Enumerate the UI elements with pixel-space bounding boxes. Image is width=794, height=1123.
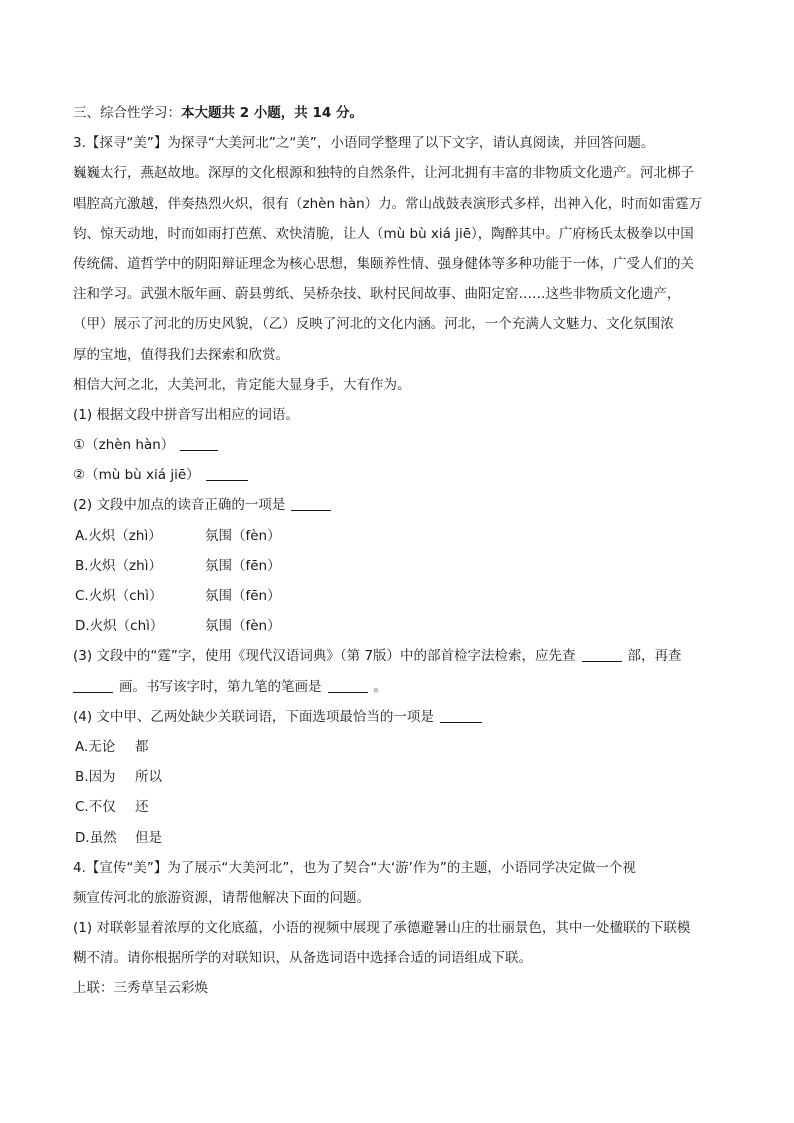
option-letter: C. — [75, 588, 89, 604]
option-row[interactable] — [73, 732, 723, 762]
q3-sub4-question — [73, 702, 723, 732]
option-row[interactable] — [73, 551, 723, 581]
answer-blank[interactable] — [582, 647, 622, 662]
question-text: (3) 文段中的“霆”字，使用《现代汉语词典》（第 7版）中的部首检字法检索，应先查 — [73, 648, 576, 665]
option-text: 还 — [135, 799, 149, 816]
option-text: 氛围（fēn） — [205, 557, 281, 574]
q3-title: 3.【探寻“美”】为探寻“大美河北”之“美”，小语同学整理了以下文字，请认真阅读，并回答问题。 — [73, 135, 655, 152]
answer-blank[interactable] — [206, 466, 248, 481]
q3-sub2-question — [73, 490, 723, 520]
option-row[interactable] — [73, 792, 723, 822]
option-text: 无论 — [88, 738, 116, 755]
option-row[interactable] — [73, 611, 723, 641]
option-letter: B. — [75, 769, 89, 786]
q4-title: 4.【宣传“美”】为了展示“大美河北”，也为了契合“大‘游’作为”的主题，小语同学决定做一个视 — [73, 859, 636, 876]
option-text: 火炽（zhì） — [88, 527, 162, 544]
option-row[interactable] — [73, 762, 723, 792]
answer-blank[interactable] — [328, 678, 368, 693]
option-row[interactable] — [73, 823, 723, 853]
q4-sub1-question: 糊不清。请你根据所学的对联知识，从备选词语中选择合适的词语组成下联。 — [73, 950, 532, 967]
option-letter: C. — [75, 799, 89, 816]
q4-sub1-question: (1) 对联彰显着浓厚的文化底蕴，小语的视频中展现了承德避暑山庄的壮丽景色，其中一处楹联的下联模 — [73, 920, 691, 937]
option-row[interactable] — [73, 581, 723, 611]
option-row[interactable] — [73, 521, 723, 551]
option-text: 氛围（fēn） — [205, 588, 281, 604]
option-letter: B. — [75, 557, 89, 574]
option-text: 都 — [135, 738, 149, 755]
question-text: 。 — [373, 678, 387, 695]
answer-blank[interactable] — [73, 678, 113, 693]
question-text: (4) 文中甲、乙两处缺少关联词语，下面选项最恰当的一项是 — [73, 708, 434, 725]
section-score: 本大题共 2 小题，共 14 分。 — [181, 105, 363, 121]
option-text: 虽然 — [89, 829, 117, 846]
passage-line: 唱腔高亢激越，伴奏热烈火炽，很有（zhèn hàn）力。常山战鼓表演形式多样，出神入化，时而如雷霆万 — [73, 195, 703, 212]
exam-page — [73, 98, 723, 1004]
pinyin-prompt: ①（zhèn hàn） — [73, 437, 175, 454]
option-letter: A. — [75, 527, 89, 544]
couplet-first-line: 上联：三秀草呈云彩焕 — [73, 980, 208, 997]
question-text: (2) 文段中加点的读音正确的一项是 — [73, 497, 286, 514]
passage-line: 传统儒、道哲学中的阴阳辩证理念为核心思想，集颐养性情、强身健体等多种功能于一体，广受人们的关 — [73, 255, 694, 272]
section-prefix: 三、综合性学习： — [73, 105, 181, 121]
answer-blank[interactable] — [291, 496, 331, 511]
option-text: 火炽（zhì） — [88, 557, 162, 574]
q3-sub3-question-cont — [73, 672, 723, 702]
pinyin-prompt: ②（mù bù xiá jiē） — [73, 467, 200, 484]
passage-line: 巍巍太行，燕赵故地。深厚的文化根源和独特的自然条件，让河北拥有丰富的非物质文化遗产。河北梆子 — [73, 165, 694, 182]
q3-sub1-question: (1) 根据文段中拼音写出相应的词语。 — [73, 406, 299, 423]
question-text: 画。书写该字时，第九笔的笔画是 — [119, 678, 322, 695]
option-text: 但是 — [135, 829, 162, 846]
option-text: 不仅 — [88, 799, 116, 816]
option-text: 氛围（fèn） — [205, 618, 281, 635]
question-text: 部，再查 — [627, 648, 682, 665]
q3-sub1-item — [73, 460, 723, 490]
answer-blank[interactable] — [180, 436, 218, 451]
option-letter: A. — [75, 738, 89, 755]
passage-line: 厚的宝地，值得我们去探索和欣赏。 — [73, 346, 289, 363]
option-text: 因为 — [88, 769, 116, 786]
section-heading — [73, 98, 723, 128]
q4-title: 频宣传河北的旅游资源，请帮他解决下面的问题。 — [73, 889, 370, 906]
passage-line: （甲）展示了河北的历史风貌，（乙）反映了河北的文化内涵。河北，一个充满人文魅力、文化氛围浓 — [73, 316, 674, 333]
option-text: 所以 — [135, 769, 162, 786]
option-text: 火炽（chì） — [89, 618, 164, 635]
option-text: 氛围（fèn） — [205, 527, 281, 544]
passage-line: 注和学习。武强木版年画、蔚县剪纸、吴桥杂技、耿村民间故事、曲阳定窑……这些非物质文化遗产， — [73, 286, 681, 303]
option-letter: D. — [75, 829, 90, 846]
passage-line: 相信大河之北，大美河北，肯定能大显身手，大有作为。 — [73, 376, 411, 393]
q3-sub1-item — [73, 430, 723, 460]
option-text: 火炽（chì） — [88, 588, 163, 604]
passage-line: 钧、惊天动地，时而如雨打芭蕉、欢快清脆，让人（mù bù xiá jiē），陶醉其中。广府杨氏太极拳以中国 — [73, 225, 694, 242]
answer-blank[interactable] — [440, 708, 482, 723]
q3-sub3-question — [73, 641, 723, 671]
option-letter: D. — [75, 618, 90, 635]
